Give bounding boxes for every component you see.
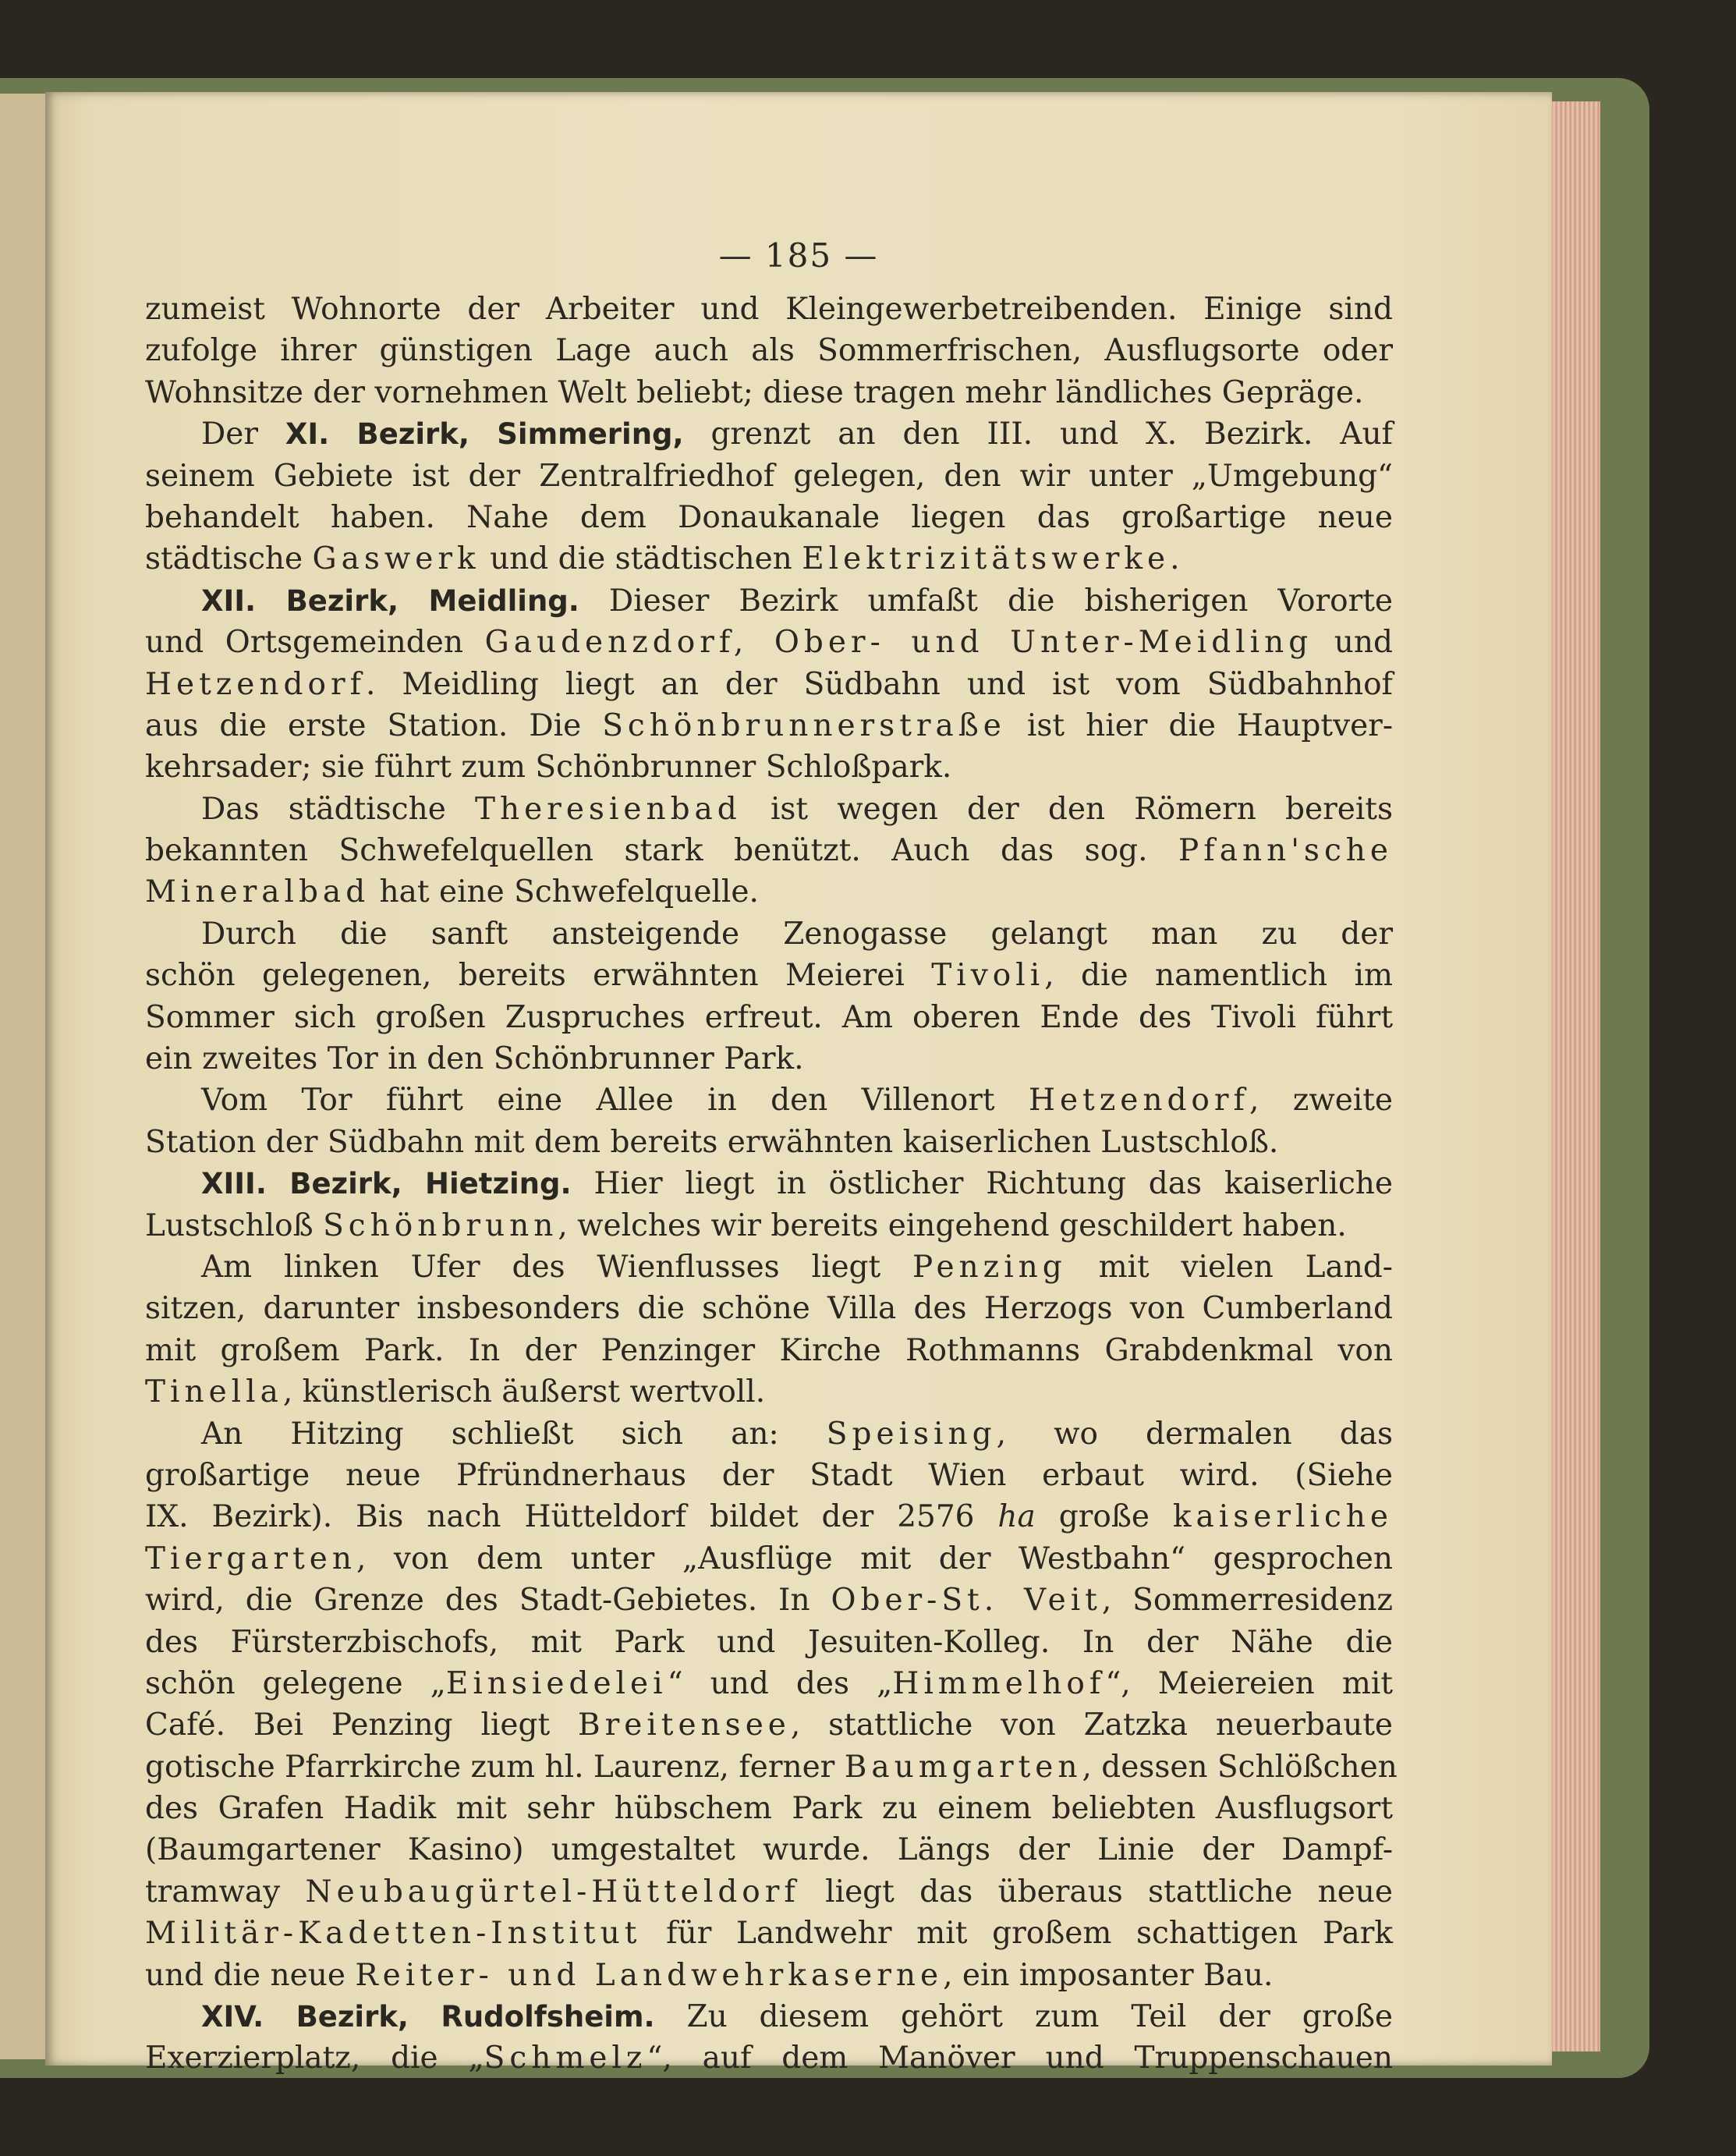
text-line: wird, die Grenze des Stadt-Gebietes. In Ober-St. Veit, Sommerresidenz xyxy=(145,1583,1393,1619)
text-line: großartige neue Pfründnerhaus der Stadt Wien erbaut wird. (Siehe xyxy=(145,1457,1393,1493)
text-line: Der XI. Bezirk, Simmering, grenzt an den III. und X. Bezirk. Auf xyxy=(201,417,1393,452)
district-heading: XII. Bezirk, Meidling. xyxy=(201,583,579,618)
text-line: zufolge ihrer günstigen Lage auch als Sommerfrischen, Ausflugsorte oder xyxy=(145,333,1393,369)
book-page xyxy=(45,92,1552,2076)
text-line: des Grafen Hadik mit sehr hübschem Park zu einem beliebten Ausflugsort xyxy=(145,1791,1393,1827)
district-heading: XIII. Bezirk, Hietzing. xyxy=(201,1167,572,1201)
text-line: des Fürsterzbischofs, mit Park und Jesuiten-Kolleg. In der Nähe die xyxy=(145,1624,1393,1660)
text-line: Exerzierplatz, die „Schmelz“, auf dem Manöver und Truppenschauen xyxy=(145,2041,1393,2076)
text-line: XIV. Bezirk, Rudolfsheim. Zu diesem gehört zum Teil der große xyxy=(201,1999,1393,2035)
text-line: Station der Südbahn mit dem bereits erwähnten kaiserlichen Lustschloß. xyxy=(145,1124,1279,1160)
page-edges xyxy=(1552,101,1600,2051)
text-line: Vom Tor führt eine Allee in den Villenort Hetzendorf, zweite xyxy=(201,1083,1394,1119)
text-line: Wohnsitze der vornehmen Welt beliebt; diese tragen mehr ländliches Gepräge. xyxy=(145,374,1364,410)
text-line: Lustschloß Schönbrunn, welches wir bereits eingehend geschildert haben. xyxy=(145,1207,1347,1243)
text-line: behandelt haben. Nahe dem Donaukanale liegen das großartige neue xyxy=(145,499,1393,535)
text-line: mit großem Park. In der Penzinger Kirche Rothmanns Grabdenkmal von xyxy=(145,1332,1393,1368)
text-line: und Ortsgemeinden Gaudenzdorf, Ober- und Unter-Meidling und xyxy=(145,625,1393,661)
text-line: Sommer sich großen Zuspruches erfreut. Am oberen Ende des Tivoli führt xyxy=(145,999,1393,1035)
district-heading: XIV. Bezirk, Rudolfsheim. xyxy=(201,2000,655,2034)
page-number: — 185 — xyxy=(718,236,879,275)
text-line: gotische Pfarrkirche zum hl. Laurenz, ferner Baumgarten, dessen Schlößchen xyxy=(145,1749,1398,1785)
text-line: XIII. Bezirk, Hietzing. Hier liegt in östlicher Richtung das kaiserliche xyxy=(201,1166,1393,1202)
text-line: Café. Bei Penzing liegt Breitensee, stattliche von Zatzka neuerbaute xyxy=(145,1707,1394,1743)
text-line: XII. Bezirk, Meidling. Dieser Bezirk umfaßt die bisherigen Vororte xyxy=(201,583,1393,619)
text-line: städtische Gaswerk und die städtischen Elektrizitätswerke. xyxy=(145,541,1180,577)
text-line: und die neue Reiter- und Landwehrkaserne, ein imposanter Bau. xyxy=(145,1957,1274,1993)
text-line: Am linken Ufer des Wienflusses liegt Penzing mit vielen Land- xyxy=(201,1249,1393,1285)
text-line: schön gelegene „Einsiedelei“ und des „Himmelhof“, Meiereien mit xyxy=(145,1665,1394,1701)
text-line: Das städtische Theresienbad ist wegen der den Römern bereits xyxy=(201,791,1393,827)
text-line: Tiergarten, von dem unter „Ausflüge mit der Westbahn“ gesprochen xyxy=(145,1541,1393,1576)
text-line: Militär-Kadetten-Institut für Landwehr mit großem schattigen Park xyxy=(145,1916,1393,1952)
district-heading: XI. Bezirk, Simmering, xyxy=(285,417,684,452)
text-line: kehrsader; sie führt zum Schönbrunner Schloßpark. xyxy=(145,750,952,785)
text-line: (Baumgartener Kasino) umgestaltet wurde. Längs der Linie der Dampf- xyxy=(145,1832,1393,1868)
text-line: tramway Neubaugürtel-Hütteldorf liegt das überaus stattliche neue xyxy=(145,1874,1393,1910)
text-line: bekannten Schwefelquellen stark benützt. Auch das sog. Pfann'sche xyxy=(145,833,1393,869)
text-line: aus die erste Station. Die Schönbrunnerstraße ist hier die Hauptver- xyxy=(145,707,1394,743)
text-line: seinem Gebiete ist der Zentralfriedhof gelegen, den wir unter „Umgebung“ xyxy=(145,458,1393,494)
text-line: Mineralbad hat eine Schwefelquelle. xyxy=(145,874,759,910)
text-line: IX. Bezirk). Bis nach Hütteldorf bildet der 2576 ha große kaiserliche xyxy=(145,1499,1393,1535)
text-line: sitzen, darunter insbesonders die schöne Villa des Herzogs von Cumberland xyxy=(145,1291,1393,1327)
left-page-edge xyxy=(0,94,47,2059)
text-line: Tinella, künstlerisch äußerst wertvoll. xyxy=(145,1374,766,1410)
text-line: An Hitzing schließt sich an: Speising, wo dermalen das xyxy=(201,1416,1393,1452)
text-line: schön gelegenen, bereits erwähnten Meierei Tivoli, die namentlich im xyxy=(145,958,1393,994)
text-line: ein zweites Tor in den Schönbrunner Park. xyxy=(145,1041,804,1077)
text-line: Durch die sanft ansteigende Zenogasse gelangt man zu der xyxy=(201,916,1393,952)
text-line: zumeist Wohnorte der Arbeiter und Kleingewerbetreibenden. Einige sind xyxy=(145,292,1393,327)
body-text xyxy=(145,289,1398,2080)
text-line: Hetzendorf. Meidling liegt an der Südbahn und ist vom Südbahnhof xyxy=(145,666,1393,702)
